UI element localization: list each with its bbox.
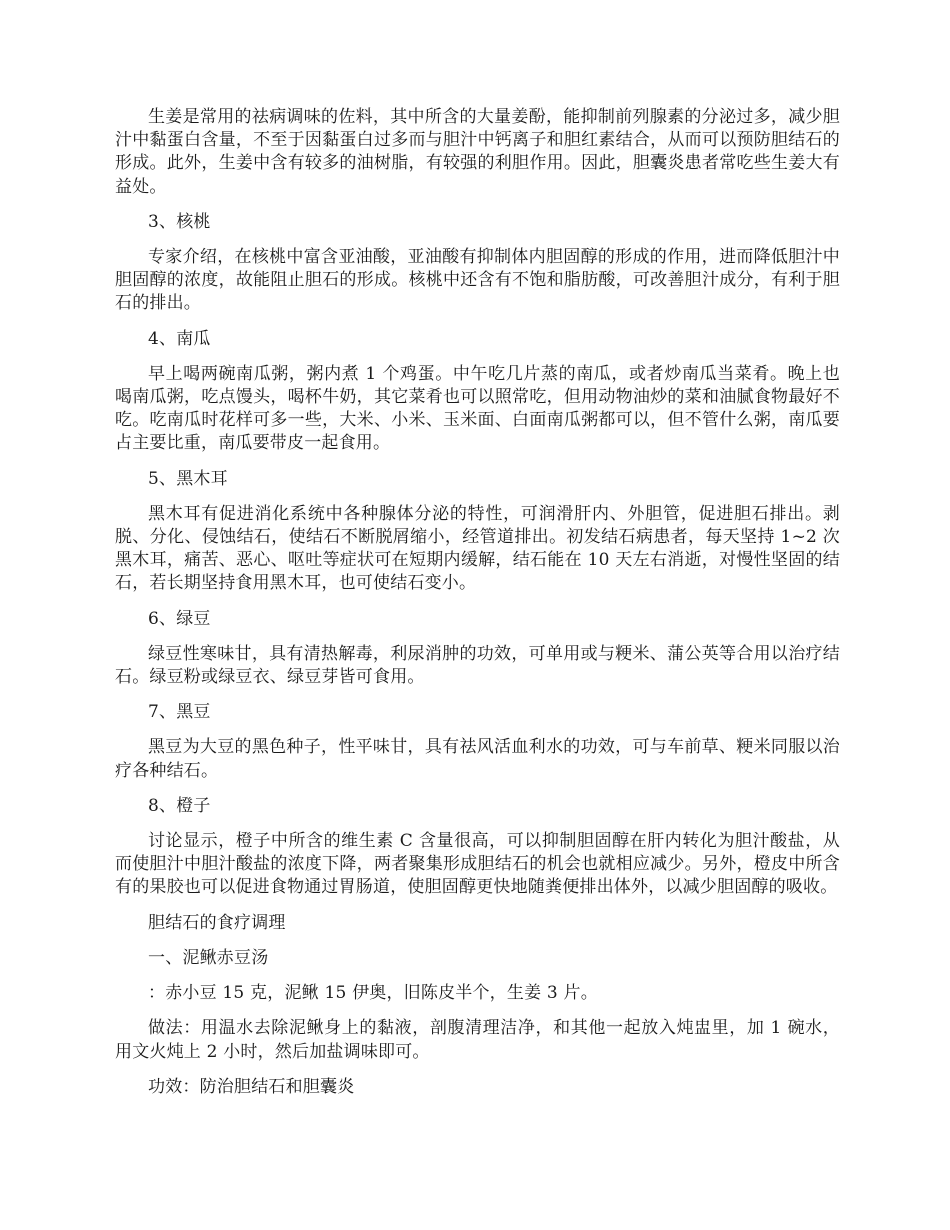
recipe-method: 做法：用温水去除泥鳅身上的黏液，剖腹清理洁净，和其他一起放入炖盅里，加 1 碗水，用文火炖上 2 小时，然后加盐调味即可。 <box>115 1018 840 1062</box>
recipe-title: 一、泥鳅赤豆汤 <box>148 947 269 968</box>
paragraph-mung-bean: 绿豆性寒味甘，具有清热解毒，利尿消肿的功效，可单用或与粳米、蒲公英等合用以治疗结石。绿豆粉或绿豆衣、绿豆芽皆可食用。 <box>115 643 840 688</box>
paragraph-black-fungus: 黑木耳有促进消化系统中各种腺体分泌的特性，可润滑肝内、外胆管，促进胆石排出。剥脱、分化、侵蚀结石，使结石不断脱屑缩小，经管道排出。初发结石病患者，每天坚持 1~2 次黑木耳，痛苦、恶心、呕吐等症状可在短期内缓解，结石能在 10 天左右消逝，对慢性坚固的结石，若长期坚持食用黑木耳，也可使结石变小。 <box>115 503 840 594</box>
heading-mung-bean: 6、绿豆 <box>148 608 211 629</box>
section-title-diet-therapy: 胆结石的食疗调理 <box>148 912 286 933</box>
paragraph-walnut: 专家介绍，在核桃中富含亚油酸，亚油酸有抑制体内胆固醇的形成的作用，进而降低胆汁中胆固醇的浓度，故能阻止胆石的形成。核桃中还含有不饱和脂肪酸，可改善胆汁成分，有利于胆石的排出。 <box>115 247 840 314</box>
recipe-effect: 功效：防治胆结石和胆囊炎 <box>148 1076 355 1097</box>
document-page <box>115 106 840 1111</box>
heading-black-bean: 7、黑豆 <box>148 702 211 723</box>
heading-orange: 8、橙子 <box>148 795 211 816</box>
paragraph-pumpkin: 早上喝两碗南瓜粥，粥内煮 1 个鸡蛋。中午吃几片蒸的南瓜，或者炒南瓜当菜肴。晚上也喝南瓜粥，吃点馒头，喝杯牛奶，其它菜肴也可以照常吃，但用动物油炒的菜和油腻食物最好不吃。吃南瓜时花样可多一些，大米、小米、玉米面、白面南瓜粥都可以，但不管什么粥，南瓜要占主要比重，南瓜要带皮一起食用。 <box>115 363 840 454</box>
heading-walnut: 3、核桃 <box>148 211 211 232</box>
paragraph-orange: 讨论显示，橙子中所含的维生素 C 含量很高，可以抑制胆固醇在肝内转化为胆汁酸盐，从而使胆汁中胆汁酸盐的浓度下降，两者聚集形成胆结石的机会也就相应减少。另外，橙皮中所含有的果胶也可以促进食物通过胃肠道，使胆固醇更快地随粪便排出体外，以减少胆固醇的吸收。 <box>115 831 840 898</box>
paragraph-black-bean: 黑豆为大豆的黑色种子，性平味甘，具有祛风活血利水的功效，可与车前草、粳米同服以治疗各种结石。 <box>115 737 840 781</box>
heading-pumpkin: 4、南瓜 <box>148 328 211 349</box>
paragraph-ginger: 生姜是常用的祛病调味的佐料，其中所含的大量姜酚，能抑制前列腺素的分泌过多，减少胆汁中黏蛋白含量，不至于因黏蛋白过多而与胆汁中钙离子和胆红素结合，从而可以预防胆结石的形成。此外，生姜中含有较多的油树脂，有较强的利胆作用。因此，胆囊炎患者常吃些生姜大有益处。 <box>115 107 840 197</box>
recipe-ingredients: ：赤小豆 15 克，泥鳅 15 伊奥，旧陈皮半个，生姜 3 片。 <box>148 983 598 1004</box>
heading-black-fungus: 5、黑木耳 <box>148 468 228 489</box>
